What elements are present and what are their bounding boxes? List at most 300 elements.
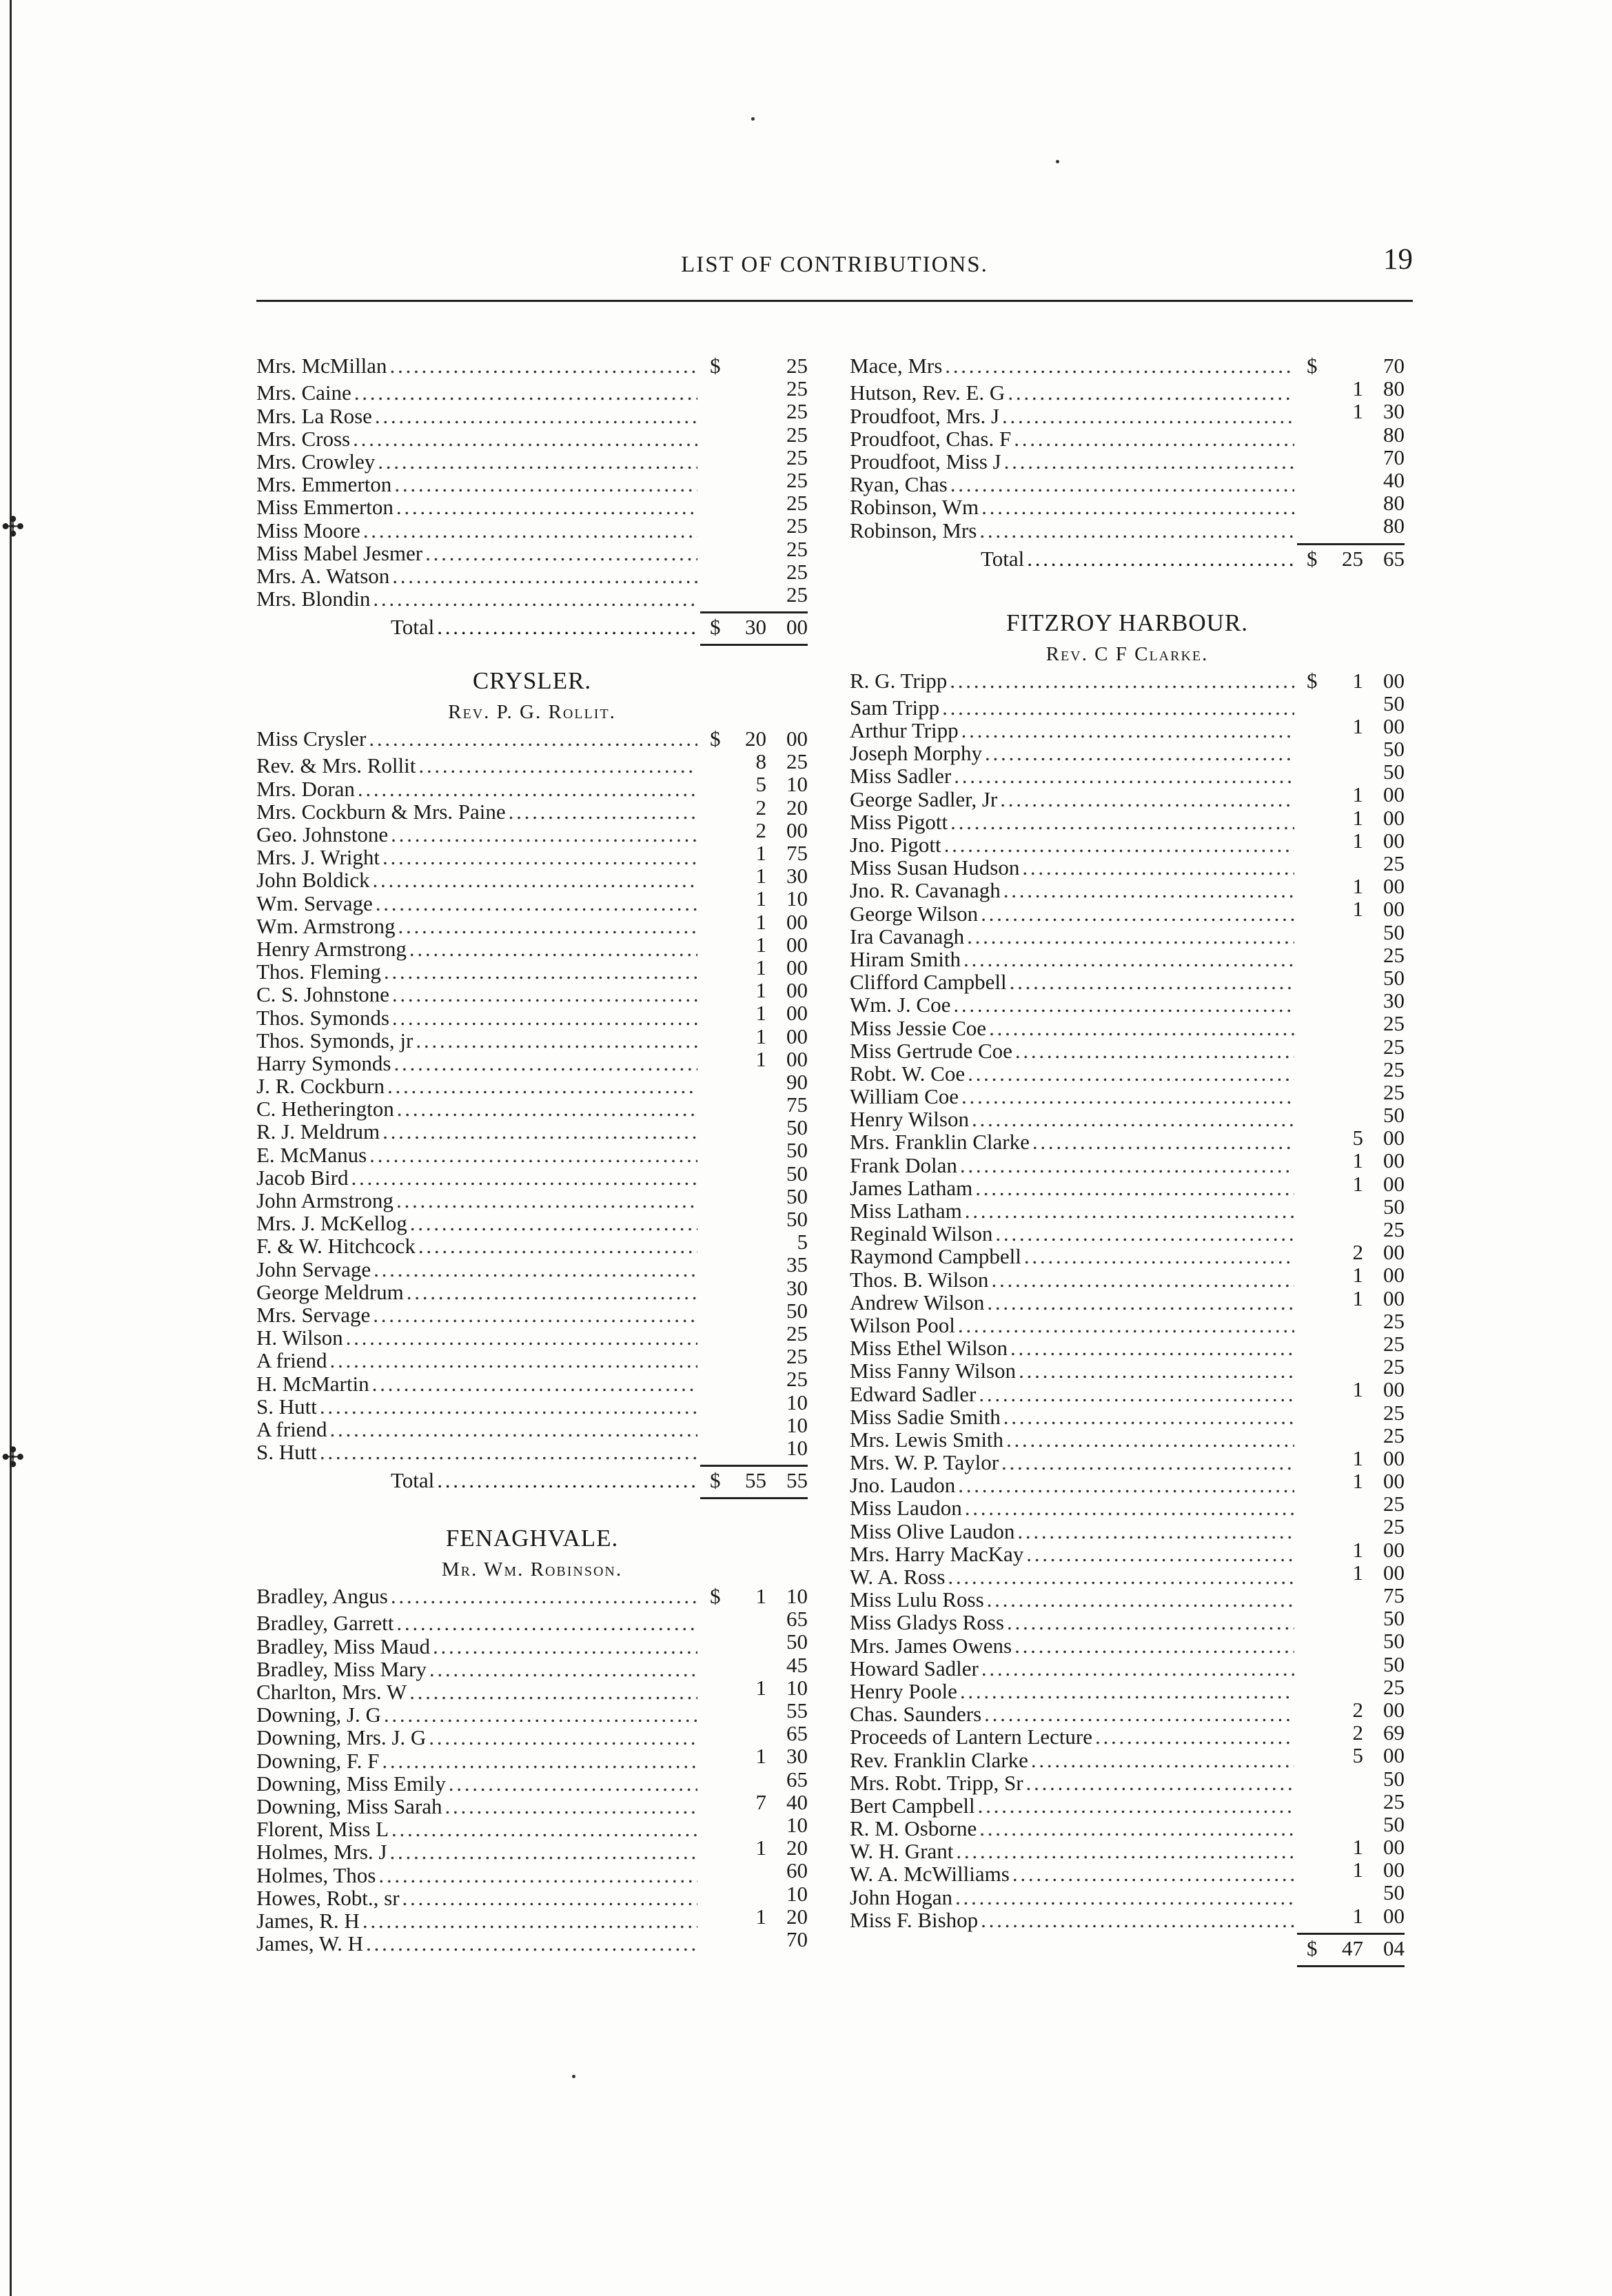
contributor-name: Geo. Johnstone [256,822,389,847]
amount-dollars: 1 [755,1904,766,1929]
leader-dots [353,427,697,450]
contribution-amount [700,1905,808,1928]
contribution-amount [700,1185,808,1208]
amount-cents: 00 [1383,1835,1405,1860]
contribution-amount [700,1093,808,1116]
amount-currency [1307,1012,1327,1035]
leader-dots [1032,1130,1294,1153]
leader-dots [397,1097,697,1120]
contributor-name: Rev. & Mrs. Rollit [256,753,416,778]
amount-dollars: 1 [755,1744,766,1769]
amount-cents: 65 [786,1767,808,1791]
amount-currency [1307,1676,1327,1698]
amount-dollars: 1 [1352,1148,1363,1173]
contributor-name: Edward Sadler [850,1381,977,1406]
amount-cents: 5 [797,1230,808,1254]
contribution-amount [700,1436,808,1459]
leader-dots [1095,1725,1294,1748]
amount-currency [710,933,731,956]
amount-currency [710,1185,731,1208]
amount-currency [1307,1767,1327,1790]
total-row [850,545,1405,573]
contribution-amount [700,1002,808,1024]
contributor-name: Miss Sadler [850,764,952,789]
leader-dots [396,1612,697,1634]
contribution-amount [1297,783,1405,806]
amount-currency [1307,829,1327,852]
amount-dollars: 1 [1352,782,1363,807]
leader-dots [984,1703,1294,1725]
leader-dots [373,587,697,610]
contribution-amount [1297,1538,1405,1561]
list-item [256,376,808,405]
amount-cents: 25 [786,491,808,516]
amount-currency [710,1025,731,1048]
contribution-amount [700,819,808,842]
amount-currency [710,446,731,469]
leader-dots [329,1349,697,1372]
amount-dollars: 1 [755,841,766,865]
contributor-name: Chas. Saunders [850,1702,982,1727]
amount-cents: 25 [786,749,808,774]
total-row [850,1935,1405,1962]
amount-cents: 10 [786,1675,808,1700]
leader-dots [1031,1749,1294,1771]
amount-dollars [1327,1332,1363,1355]
amount-dollars [731,1139,766,1161]
amount-dollars [1327,1607,1363,1629]
amount-dollars [1327,1104,1363,1126]
amount-cents: 25 [786,399,808,424]
amount-cents: 30 [1383,988,1405,1013]
amount-cents: 04 [1383,1936,1405,1960]
amount-currency [710,979,731,1002]
contribution-amount [1297,514,1405,537]
amount-cents: 25 [1383,1514,1405,1539]
leader-dots [963,948,1294,971]
leader-dots [1012,1862,1294,1885]
amount-currency [1307,897,1327,920]
amount-currency [1307,715,1327,738]
amount-currency [1307,1836,1327,1858]
contributor-name: W. A. McWilliams [850,1862,1010,1887]
contributor-name: Mrs. Crowley [256,449,376,474]
amount-cents: 55 [786,1468,808,1493]
contributor-name: Ryan, Chas [850,472,948,497]
leader-dots [509,800,697,823]
amount-cents: 00 [1383,1148,1405,1173]
leader-dots [1022,856,1294,879]
leader-dots [979,1383,1294,1405]
amount-cents: 10 [786,1812,808,1837]
list-item [850,691,1405,720]
contributor-name: Wm. Armstrong [256,913,396,938]
contribution-amount [1297,446,1405,469]
contribution-amount [1297,1126,1405,1149]
amount-dollars: 1 [1352,1903,1363,1928]
contributor-name: R. M. Osborne [850,1816,977,1841]
contributor-name: C. S. Johnstone [256,982,389,1007]
amount-cents: 00 [1383,1697,1405,1722]
amount-cents: 00 [1383,1126,1405,1150]
amount-currency [1307,692,1327,715]
amount-dollars [731,1722,766,1745]
amount-dollars [731,423,766,446]
contributor-name: Robt. W. Coe [850,1061,966,1086]
amount-cents: 50 [786,1629,808,1654]
amount-dollars [1327,921,1363,944]
contributor-name: S. Hutt [256,1394,317,1419]
leader-dots [391,1818,697,1840]
amount-currency [1307,1447,1327,1470]
amount-cents: 00 [786,978,808,1003]
contribution-amount [1297,921,1405,944]
amount-cents: 60 [786,1858,808,1883]
contribution-amount [700,1768,808,1791]
contribution-amount [1297,1607,1405,1629]
contributor-name: A friend [256,1348,327,1373]
amount-currency [710,1436,731,1459]
leader-dots [372,868,697,891]
amount-currency [1307,1081,1327,1104]
leader-dots [1010,971,1294,993]
contributor-name: E. McManus [256,1142,367,1167]
contribution-amount [700,1928,808,1951]
contributor-name: James, W. H [256,1931,363,1956]
contributor-name: Mrs. Lewis Smith [850,1427,1004,1452]
amount-currency [1307,1401,1327,1424]
amount-currency [710,1368,731,1390]
amount-dollars: 1 [755,1001,766,1026]
contributor-name: Howes, Robt., sr [256,1885,400,1910]
list-item [256,354,808,377]
list-item [256,1585,808,1607]
amount-cents: 50 [1383,1629,1405,1654]
contribution-amount [1297,989,1405,1012]
amount-currency [1307,806,1327,829]
amount-currency [1307,1607,1327,1629]
amount-currency [1307,1492,1327,1515]
amount-dollars [1327,446,1363,469]
amount-currency [710,1070,731,1093]
amount-currency [1307,875,1327,897]
contributor-name: Mrs. Franklin Clarke [850,1130,1030,1155]
leader-dots [942,696,1294,719]
contributor-name: Miss Jessie Coe [850,1015,987,1040]
amount-cents: 65 [786,1607,808,1632]
amount-cents: 50 [1383,760,1405,784]
contributor-name: Sam Tripp [850,695,940,720]
amount-cents: 50 [1383,737,1405,762]
amount-currency [710,1208,731,1230]
amount-dollars [731,560,766,583]
leader-dots [950,669,1294,692]
amount-cents: 80 [1383,514,1405,538]
amount-cents: 80 [1383,376,1405,401]
amount-currency [710,1745,731,1767]
contribution-amount [700,1585,808,1607]
contributor-name: Robinson, Wm [850,495,979,520]
amount-dollars: 2 [1352,1697,1363,1722]
contribution-amount [1297,1561,1405,1584]
contribution-amount [1297,1629,1405,1652]
contribution-amount [1297,1012,1405,1035]
amount-cents: 25 [1383,1331,1405,1356]
contribution-amount [1297,1149,1405,1172]
leader-dots [429,1726,697,1749]
amount-cents: 20 [786,1904,808,1929]
total-label: Total [391,615,435,640]
contributor-name: Florent, Miss L [256,1817,389,1842]
contribution-amount [700,1391,808,1414]
amount-dollars: 1 [755,1046,766,1071]
contributor-name: Charlton, Mrs. W [256,1680,407,1705]
contribution-amount [1297,1287,1405,1310]
amount-currency [710,750,731,773]
amount-dollars: 1 [1352,1469,1363,1494]
contributor-name: Downing, Miss Emily [256,1771,446,1796]
leader-dots [967,925,1294,948]
contributor-name: Downing, Mrs. J. G [256,1725,427,1750]
amount-cents: 25 [1383,1217,1405,1241]
amount-currency [1307,1104,1327,1126]
contributor-name: Rev. Franklin Clarke [850,1747,1028,1772]
amount-dollars [731,1859,766,1882]
contributor-name: Wm. J. Coe [850,993,951,1017]
amount-currency [710,1048,731,1070]
amount-cents: 00 [1383,1240,1405,1265]
amount-dollars: 1 [1352,1445,1363,1470]
edge-ornament-icon: ✣ [1,1442,25,1473]
amount-dollars [1327,1355,1363,1378]
amount-currency [710,1699,731,1722]
contribution-amount [700,1859,808,1882]
contribution-amount [1297,1721,1405,1744]
leader-dots [961,719,1294,742]
amount-cents: 25 [786,467,808,492]
amount-dollars: 5 [1352,1743,1363,1768]
contribution-amount [1297,897,1405,920]
contributor-name: Miss Latham [850,1199,962,1223]
amount-currency [1307,1287,1327,1310]
contribution-amount [1297,491,1405,514]
leader-dots [437,1467,697,1494]
amount-currency [710,1836,731,1859]
contribution-amount [1297,1858,1405,1881]
amount-dollars [1327,514,1363,537]
amount-currency [710,514,731,537]
contributor-name: Mrs. J. McKellog [256,1211,407,1236]
amount-cents: 25 [1383,851,1405,875]
amount-dollars [1327,1035,1363,1058]
leader-dots [407,1281,697,1303]
leader-dots [429,1658,697,1680]
contributor-name: Robinson, Mrs [850,518,977,542]
amount-currency [710,1116,731,1139]
amount-dollars [1327,1767,1363,1790]
amount-cents: 10 [786,1881,808,1906]
contribution-amount [700,1230,808,1253]
amount-currency [1307,1813,1327,1836]
section-heading-crysler: CRYSLER. [472,667,592,695]
amount-dollars: 2 [755,817,766,842]
contribution-amount [700,446,808,469]
leader-dots [378,1864,697,1887]
page-number: 19 [1383,243,1413,276]
running-title: LIST OF CONTRIBUTIONS. [681,252,988,277]
amount-cents: 75 [786,1093,808,1117]
amount-currency [1307,469,1327,491]
amount-cents: 25 [786,514,808,538]
contribution-amount [700,491,808,514]
contribution-amount [1297,377,1405,400]
amount-cents: 10 [786,1412,808,1437]
contribution-amount [1297,1676,1405,1698]
leader-dots [363,519,697,542]
contribution-amount [700,1368,808,1390]
leader-dots [965,1199,1294,1222]
amount-dollars [731,446,766,469]
contribution-amount [1297,852,1405,875]
amount-currency [1307,1515,1327,1538]
leader-dots [981,496,1294,518]
amount-dollars: 1 [755,932,766,957]
leader-dots [387,1075,697,1097]
amount-currency [1307,446,1327,469]
amount-cents: 25 [786,582,808,607]
list-item [850,354,1405,377]
amount-dollars [731,514,766,537]
amount-currency [710,583,731,606]
list-item [256,749,808,778]
amount-currency [710,1859,731,1882]
amount-cents: 00 [786,932,808,957]
contribution-amount [1297,1881,1405,1904]
contribution-amount [700,911,808,933]
amount-currency [1307,738,1327,760]
amount-cents: 50 [786,1161,808,1186]
contribution-amount [700,423,808,446]
amount-currency [1307,514,1327,537]
leader-dots [433,1635,697,1658]
amount-currency [710,842,731,864]
total-row [256,1467,808,1494]
contribution-amount [700,400,808,423]
top-list [256,354,808,611]
contribution-amount [700,1345,808,1368]
contribution-amount [1297,1836,1405,1858]
amount-currency [710,864,731,887]
amount-cents: 00 [786,1046,808,1071]
amount-cents: 40 [1383,467,1405,492]
amount-cents: 00 [1383,1537,1405,1562]
leader-dots [981,1657,1294,1680]
leader-dots [965,1496,1294,1519]
contribution-amount [700,933,808,956]
amount-dollars: 1 [755,1584,766,1609]
amount-dollars: 1 [1352,1858,1363,1882]
contribution-amount [700,1654,808,1676]
section-subheading-fitzroy: Rev. C F Clarke. [1045,642,1209,665]
amount-dollars [731,1322,766,1345]
amount-dollars [1327,760,1363,783]
leader-dots [376,892,697,915]
leader-dots [1001,1451,1294,1474]
leader-dots [975,1177,1294,1199]
leader-dots [358,778,697,800]
amount-dollars: 1 [1352,1835,1363,1860]
amount-dollars: 47 [1342,1936,1363,1960]
contribution-amount [1297,1653,1405,1676]
amount-currency [710,1299,731,1322]
amount-currency [710,1882,731,1905]
amount-cents: 25 [1383,1079,1405,1104]
amount-cents: 10 [786,886,808,911]
amount-dollars [731,1116,766,1139]
contributor-name: Mrs. Robt. Tripp, Sr [850,1770,1023,1795]
amount-currency [1307,852,1327,875]
contribution-amount [1297,1104,1405,1126]
contributor-name: Miss Lulu Ross [850,1587,984,1612]
leader-dots [989,1017,1294,1039]
amount-currency [1307,491,1327,514]
amount-dollars [1327,1195,1363,1218]
amount-dollars [1327,1676,1363,1698]
leader-dots [1014,1634,1294,1657]
contributor-name: Frank Dolan [850,1152,957,1177]
amount-dollars: 1 [755,1675,766,1700]
contribution-amount [700,469,808,491]
contributor-name: Mrs. James Owens [850,1633,1012,1658]
contributor-name: R. J. Meldrum [256,1119,380,1144]
amount-dollars [731,377,766,400]
amount-cents: 25 [786,376,808,401]
amount-currency: $ [1307,546,1318,571]
amount-cents: 45 [786,1652,808,1677]
amount-currency [1307,1263,1327,1286]
list-item [256,727,808,750]
amount-cents: 00 [1383,805,1405,830]
amount-currency [710,887,731,910]
contribution-amount [700,1607,808,1630]
amount-cents: 20 [786,1836,808,1860]
amount-dollars: 1 [1352,668,1363,693]
leader-dots [384,960,697,983]
total-amount [1297,545,1405,573]
contributor-name: Miss Fanny Wilson [850,1359,1017,1383]
print-speck [751,117,755,121]
leader-dots [953,993,1294,1016]
leader-dots [960,1154,1294,1177]
leader-dots [1017,1520,1294,1543]
contributor-name: Joseph Morphy [850,741,983,766]
leader-dots [958,1314,1294,1337]
amount-currency [710,1414,731,1436]
leader-dots [410,1212,697,1235]
contribution-amount [1297,1241,1405,1263]
leader-dots [372,1372,697,1395]
amount-dollars: 1 [1352,874,1363,899]
amount-cents: 20 [786,795,808,820]
amount-dollars [731,1630,766,1653]
amount-cents: 25 [1383,942,1405,967]
contributor-name: Downing, J. G [256,1703,381,1727]
total-label: Total [981,546,1025,571]
leader-dots [392,983,697,1006]
contribution-amount [700,1699,808,1722]
amount-cents: 70 [1383,354,1405,378]
contribution-amount [700,864,808,887]
